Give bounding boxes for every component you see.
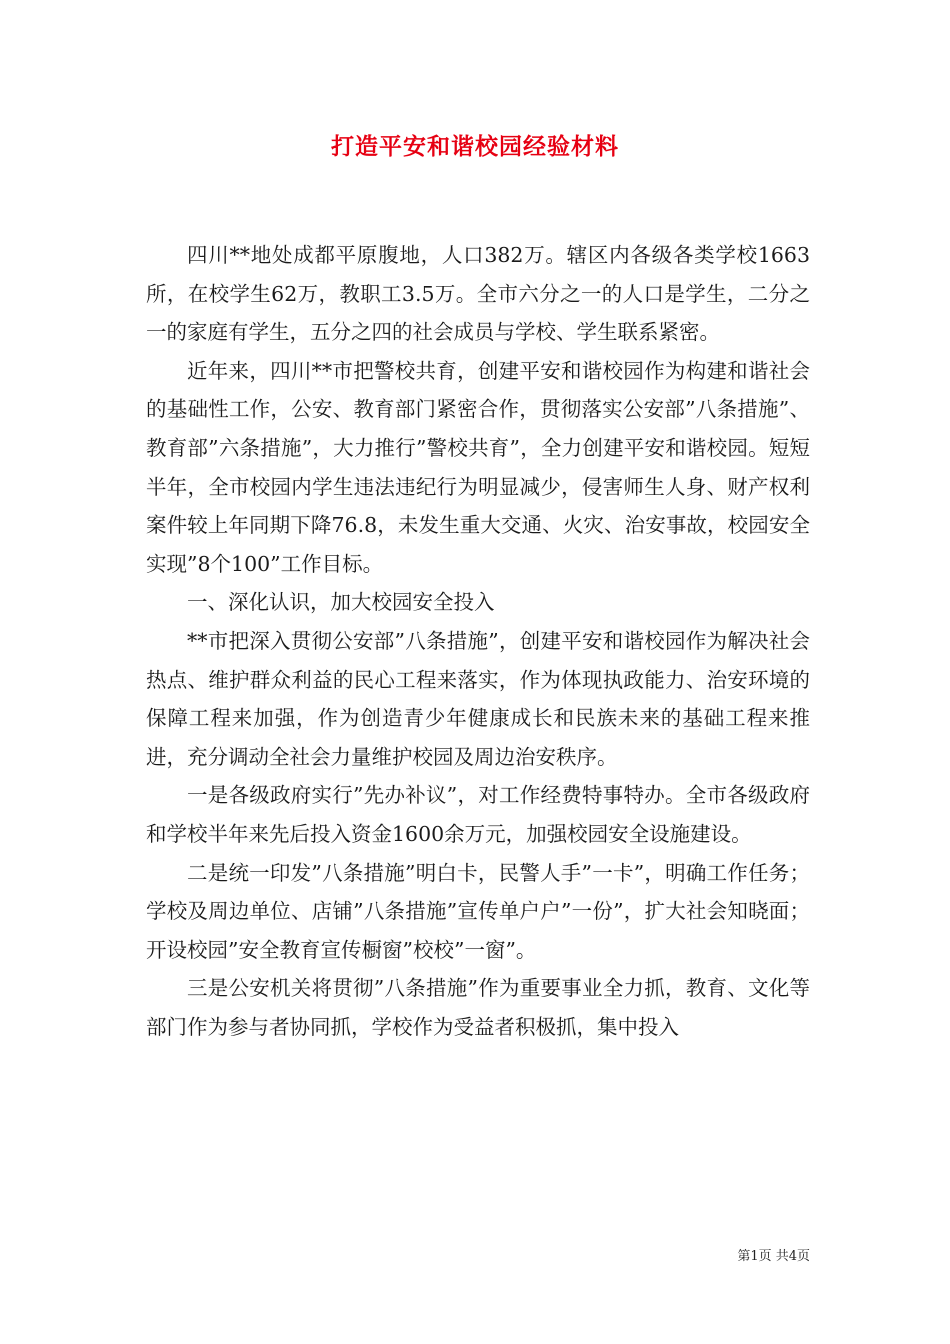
paragraph-intro: 四川**地处成都平原腹地，人口382万。辖区内各级各类学校1663所，在校学生62万，教职工3.5万。全市六分之一的人口是学生，二分之一的家庭有学生，五分之四的社会成员与学校、学生联系紧密。 — [146, 243, 810, 345]
paragraph-background: 近年来，四川**市把警校共育，创建平安和谐校园作为构建和谐社会的基础性工作，公安、教育部门紧密合作，贯彻落实公安部”八条措施”、教育部”六条措施”，大力推行”警校共育”，全力创建平安和谐校园。短短半年，全市校园内学生违法违纪行为明显减少，侵害师生人身、财产权利案件较上年同期下降76.8，未发生重大交通、火灾、治安事故，校园安全实现”8个100”工作目标。 — [146, 358, 810, 576]
section-heading-1: 一、深化认识，加大校园安全投入 — [187, 590, 495, 615]
paragraph-section-1: **市把深入贯彻公安部”八条措施”，创建平安和谐校园作为解决社会热点、维护群众利益的民心工程来落实，作为体现执政能力、治安环境的保障工程来加强，作为创造青少年健康成长和民族未来的基础工程来推进，充分调动全社会力量维护校园及周边治安秩序。 — [146, 628, 810, 769]
paragraph-point-3: 三是公安机关将贯彻”八条措施”作为重要事业全力抓，教育、文化等部门作为参与者协同抓，学校作为受益者积极抓，集中投入 — [146, 976, 810, 1039]
page-number: 第1页 共4页 — [737, 1249, 810, 1264]
paragraph-point-2: 二是统一印发”八条措施”明白卡，民警人手”一卡”，明确工作任务；学校及周边单位、店铺”八条措施”宣传单户户”一份”，扩大社会知晓面；开设校园”安全教育宣传橱窗”校校”一窗”。 — [146, 860, 810, 962]
document-body — [146, 236, 810, 1046]
document-title: 打造平安和谐校园经验材料 — [331, 134, 619, 160]
paragraph-point-1: 一是各级政府实行”先办补议”，对工作经费特事特办。全市各级政府和学校半年来先后投入资金1600余万元，加强校园安全设施建设。 — [146, 783, 810, 846]
